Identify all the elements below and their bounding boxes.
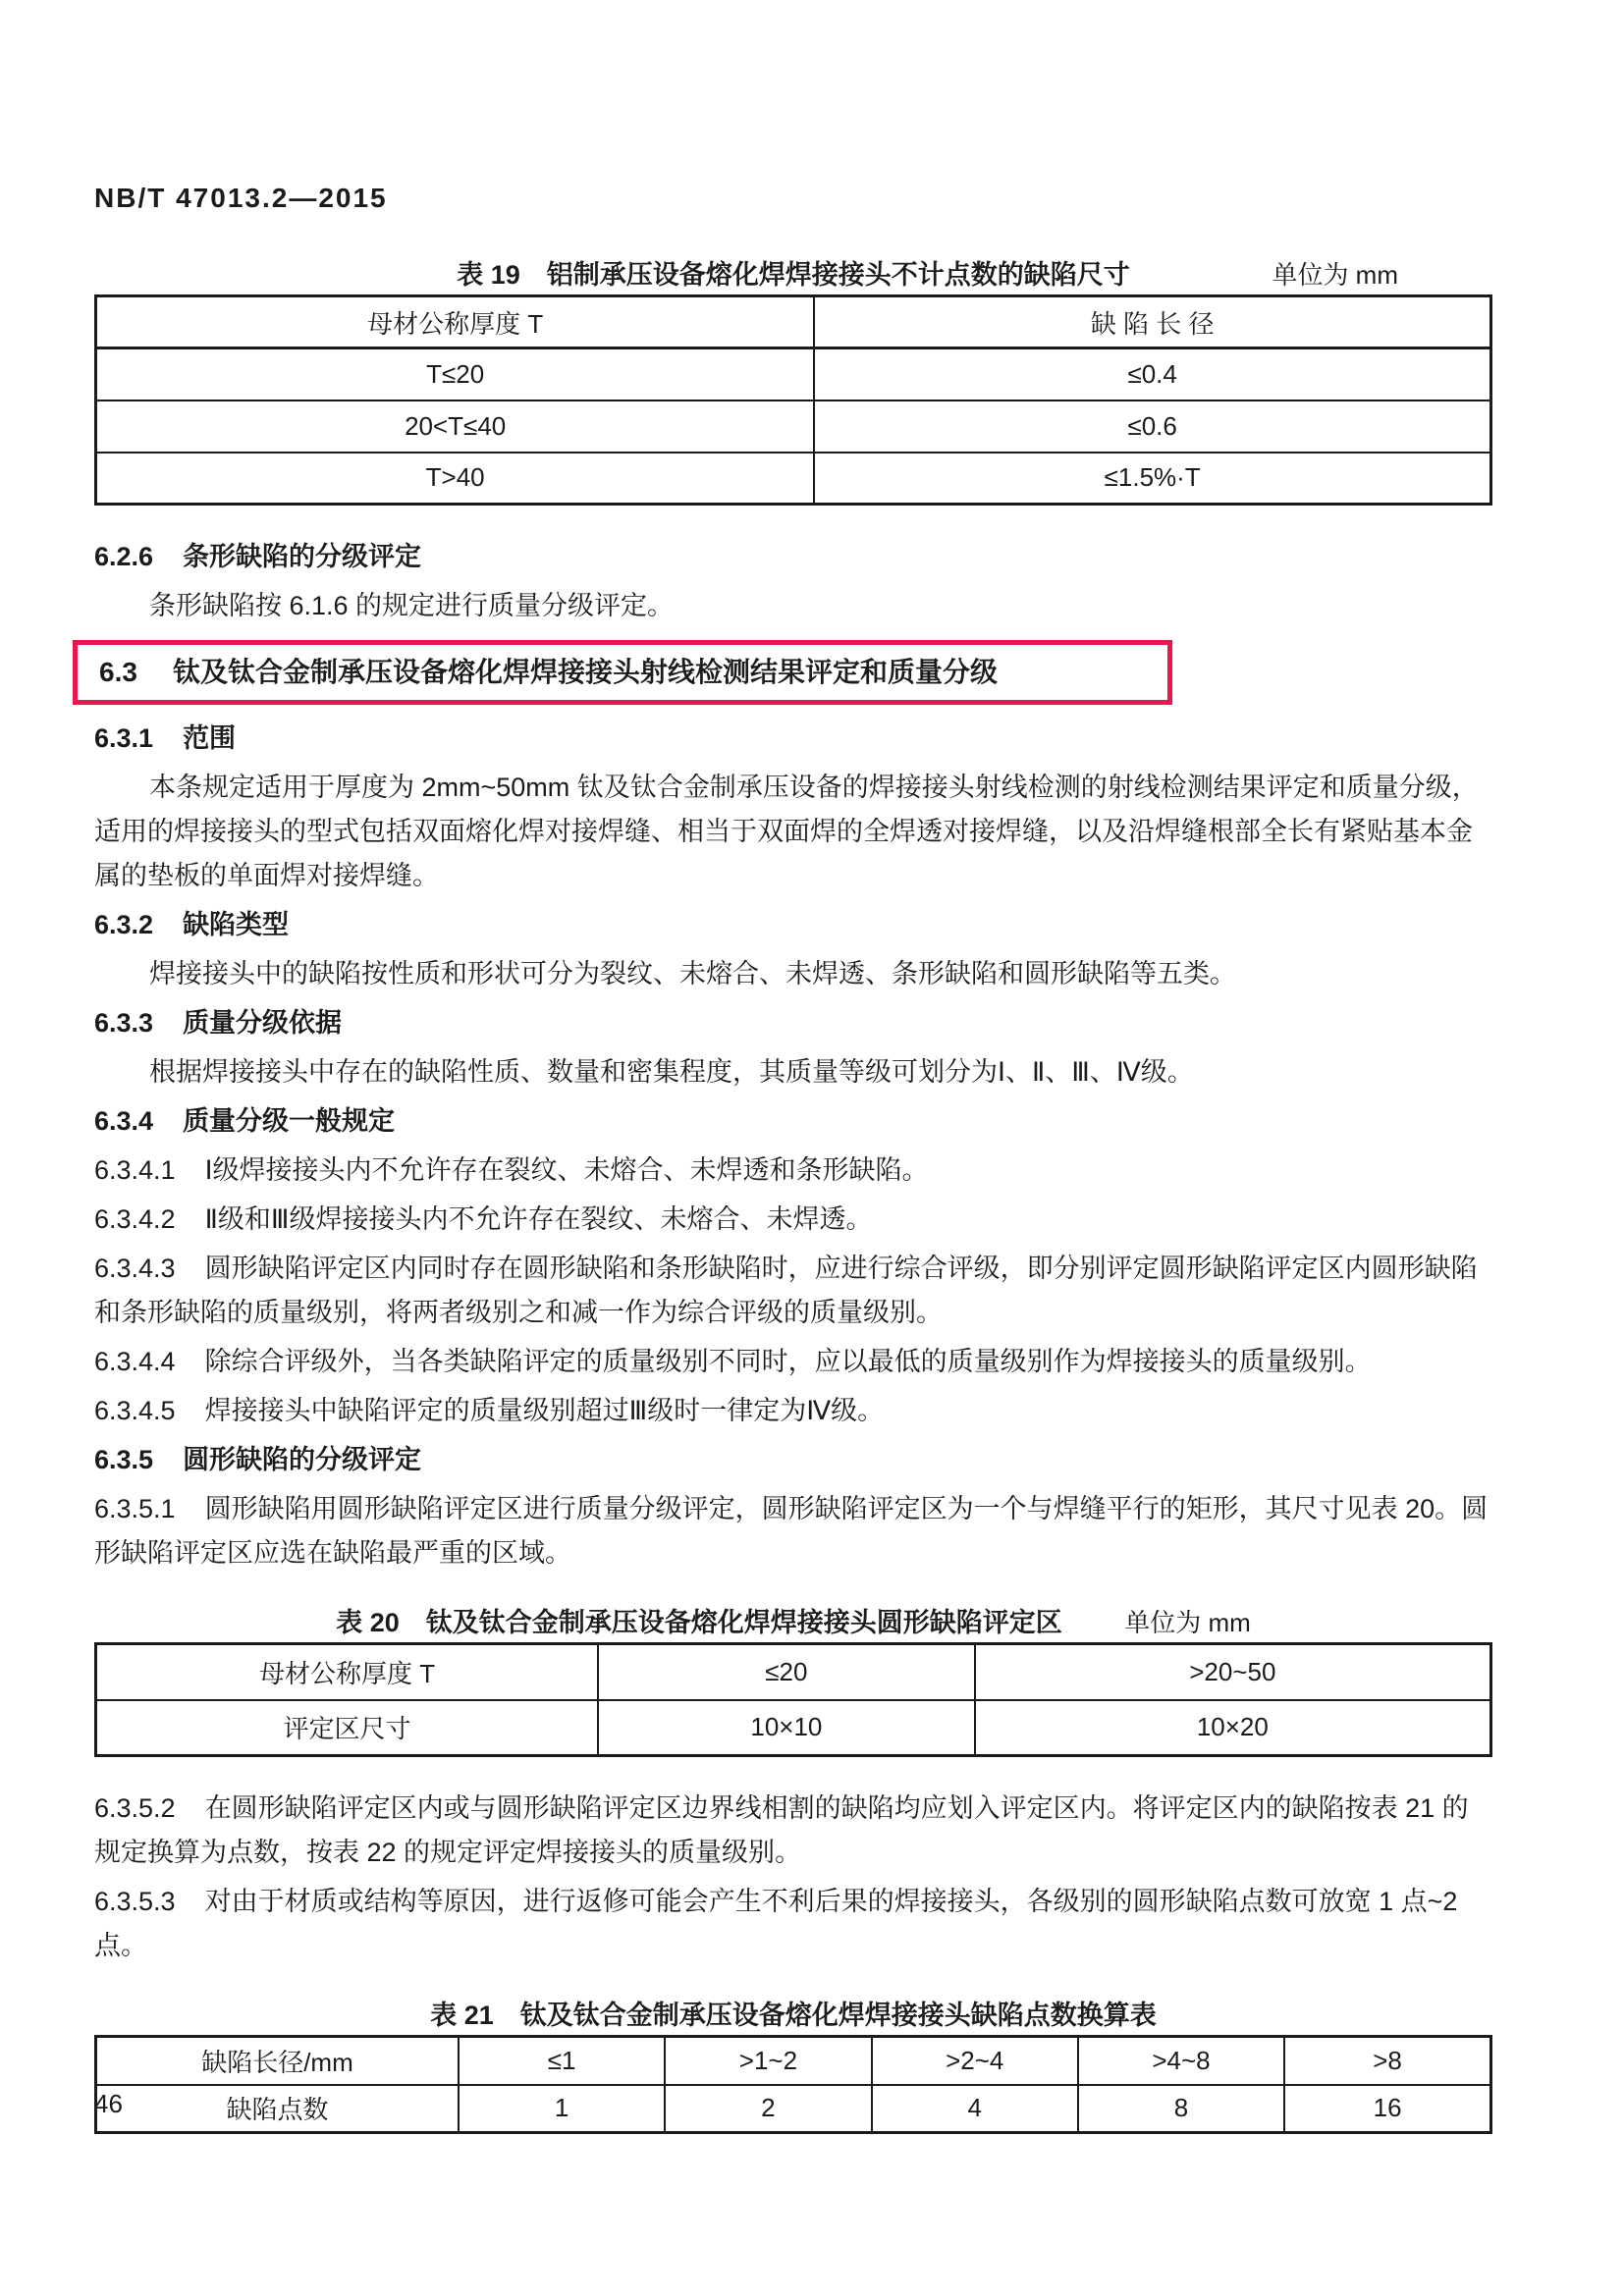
clause-number: 6.3.4 [94,1106,154,1136]
clause-number: 6.3.1 [94,723,154,753]
clause-number: 6.3.5.3 [94,1887,176,1916]
clause-number: 6.3.4.2 [94,1204,176,1234]
table-row [96,2085,1491,2133]
table20-caption: 表 20 钛及钛合金制承压设备熔化焊焊接接头圆形缺陷评定区 [336,1608,1062,1637]
table-row [96,453,1491,505]
table20-evaluation-zone [94,1642,1492,1757]
clause-6342 [94,1198,1492,1242]
table-cell: 1 [459,2085,665,2133]
table-cell: 16 [1284,2085,1490,2133]
clause-6351 [94,1487,1492,1575]
table-cell: 2 [665,2085,871,2133]
clause-6352 [94,1787,1492,1875]
clause-6345 [94,1389,1492,1433]
table-cell: >2~4 [872,2037,1078,2085]
highlight-box-section-63 [73,640,1172,705]
clause-number: 6.3.4.3 [94,1254,176,1283]
table-cell: 母材公称厚度 T [96,296,815,348]
clause-text: 除综合评级外，当各类缺陷评定的质量级别不同时，应以最低的质量级别作为焊接接头的质量级别。 [204,1347,1372,1376]
page-number: 46 [94,2089,123,2118]
clause-number: 6.3.4.4 [94,1347,176,1376]
clause-title: 缺陷类型 [183,910,290,939]
table-cell: >1~2 [665,2037,871,2085]
table-cell: 缺陷点数 [96,2085,459,2133]
clause-text: Ⅰ级焊接接头内不允许存在裂纹、未熔合、未焊透和条形缺陷。 [204,1155,929,1185]
table-cell: ≤0.4 [814,348,1490,400]
table-cell: >8 [1284,2037,1490,2085]
table-cell: ≤0.6 [814,400,1490,453]
table-cell: 8 [1078,2085,1284,2133]
paragraph-626: 条形缺陷按 6.1.6 的规定进行质量分级评定。 [149,591,675,620]
clause-text: Ⅱ级和Ⅲ级焊接接头内不允许存在裂纹、未熔合、未焊透。 [204,1204,873,1234]
clause-6343 [94,1247,1492,1335]
table-cell: >4~8 [1078,2037,1284,2085]
clause-text: 对由于材质或结构等原因，进行返修可能会产生不利后果的焊接接头，各级别的圆形缺陷点数可放宽 1 点~2 点。 [94,1887,1458,1960]
clause-title: 钛及钛合金制承压设备熔化焊焊接接头射线检测结果评定和质量分级 [172,657,998,687]
clause-number: 6.3.5 [94,1445,154,1474]
clause-number: 6.3 [99,657,137,687]
table-cell: 10×10 [598,1700,975,1756]
clauses-block-2 [94,1787,1492,1968]
table19-unit-label: 单位为 mm [1272,260,1398,290]
clause-title: 范围 [183,723,237,753]
table-row [96,1700,1491,1756]
clause-6341 [94,1148,1492,1193]
clause-title: 质量分级一般规定 [183,1106,396,1136]
table20-unit-label: 单位为 mm [1124,1608,1251,1637]
clause-number: 6.3.4.5 [94,1396,176,1425]
table20-caption-row [94,1601,1492,1636]
table19-caption-row [94,253,1492,289]
clause-text: 在圆形缺陷评定区内或与圆形缺陷评定区边界线相割的缺陷均应划入评定区内。将评定区内的缺陷按表 21 的规定换算为点数，按表 22 的规定评定焊接接头的质量级别。 [94,1793,1469,1867]
paragraph-632: 焊接接头中的缺陷按性质和形状可分为裂纹、未熔合、未焊透、条形缺陷和圆形缺陷等五类。 [149,959,1236,988]
table-row [96,2037,1491,2085]
clause-number: 6.3.5.2 [94,1793,176,1823]
clause-text: 圆形缺陷评定区内同时存在圆形缺陷和条形缺陷时，应进行综合评级，即分别评定圆形缺陷评定区内圆形缺陷和条形缺陷的质量级别，将两者级别之和减一作为综合评级的质量级别。 [94,1254,1478,1327]
table-cell: ≤20 [598,1644,975,1700]
table21-caption-row [94,1994,1492,2029]
section-heading-635 [94,1438,1492,1482]
table-row [96,348,1491,400]
clause-number: 6.3.5.1 [94,1494,176,1523]
table19-defect-size [94,294,1492,506]
clause-number: 6.3.3 [94,1008,154,1038]
clause-number: 6.3.4.1 [94,1155,176,1185]
table-cell: ≤1 [459,2037,665,2085]
table21-point-conversion [94,2035,1492,2134]
table-cell: 评定区尺寸 [96,1700,599,1756]
clause-text: 圆形缺陷用圆形缺陷评定区进行质量分级评定，圆形缺陷评定区为一个与焊缝平行的矩形，其尺寸见表 20。圆形缺陷评定区应选在缺陷最严重的区域。 [94,1494,1489,1568]
table-cell: 20<T≤40 [96,400,815,453]
table-cell: 母材公称厚度 T [96,1644,599,1700]
table-cell: 10×20 [975,1700,1491,1756]
clause-title: 圆形缺陷的分级评定 [183,1445,422,1474]
clause-title: 质量分级依据 [183,1008,343,1038]
paragraph-633: 根据焊接接头中存在的缺陷性质、数量和密集程度，其质量等级可划分为Ⅰ、Ⅱ、Ⅲ、Ⅳ级。 [149,1057,1194,1087]
clause-6344 [94,1340,1492,1384]
section-heading-634 [94,1099,1492,1144]
table-cell: ≤1.5%·T [814,453,1490,505]
table-cell: >20~50 [975,1644,1491,1700]
table-cell: 缺陷长径/mm [96,2037,459,2085]
table-cell: T>40 [96,453,815,505]
paragraph-631: 本条规定适用于厚度为 2mm~50mm 钛及钛合金制承压设备的焊接接头射线检测的射线检测结果评定和质量分级，适用的焊接接头的型式包括双面熔化焊对接焊缝、相当于双面焊的全焊透对接焊缝，以及沿焊缝根部全长有紧贴基本金属的垫板的单面焊对接焊缝。 [94,773,1479,890]
table-cell: 4 [872,2085,1078,2133]
clause-6353 [94,1880,1492,1968]
section-heading-631 [94,717,1492,761]
clause-text: 焊接接头中缺陷评定的质量级别超过Ⅲ级时一律定为Ⅳ级。 [204,1396,885,1425]
section-heading-632 [94,903,1492,947]
table-cell: 缺 陷 长 径 [814,296,1490,348]
clause-number: 6.3.2 [94,910,154,939]
clause-number: 6.2.6 [94,542,154,571]
table-row [96,1644,1491,1700]
table-row [96,296,1491,348]
table19-caption: 表 19 铝制承压设备熔化焊焊接接头不计点数的缺陷尺寸 [457,260,1130,290]
table-row [96,400,1491,453]
section-heading-626 [94,535,1492,579]
document-number-header: NB/T 47013.2—2015 [94,183,388,213]
clauses-block [94,535,1492,1575]
clause-title: 条形缺陷的分级评定 [183,542,422,571]
section-heading-633 [94,1001,1492,1045]
table21-caption: 表 21 钛及钛合金制承压设备熔化焊焊接接头缺陷点数换算表 [430,2001,1157,2030]
page-content [94,0,1492,2134]
table-cell: T≤20 [96,348,815,400]
